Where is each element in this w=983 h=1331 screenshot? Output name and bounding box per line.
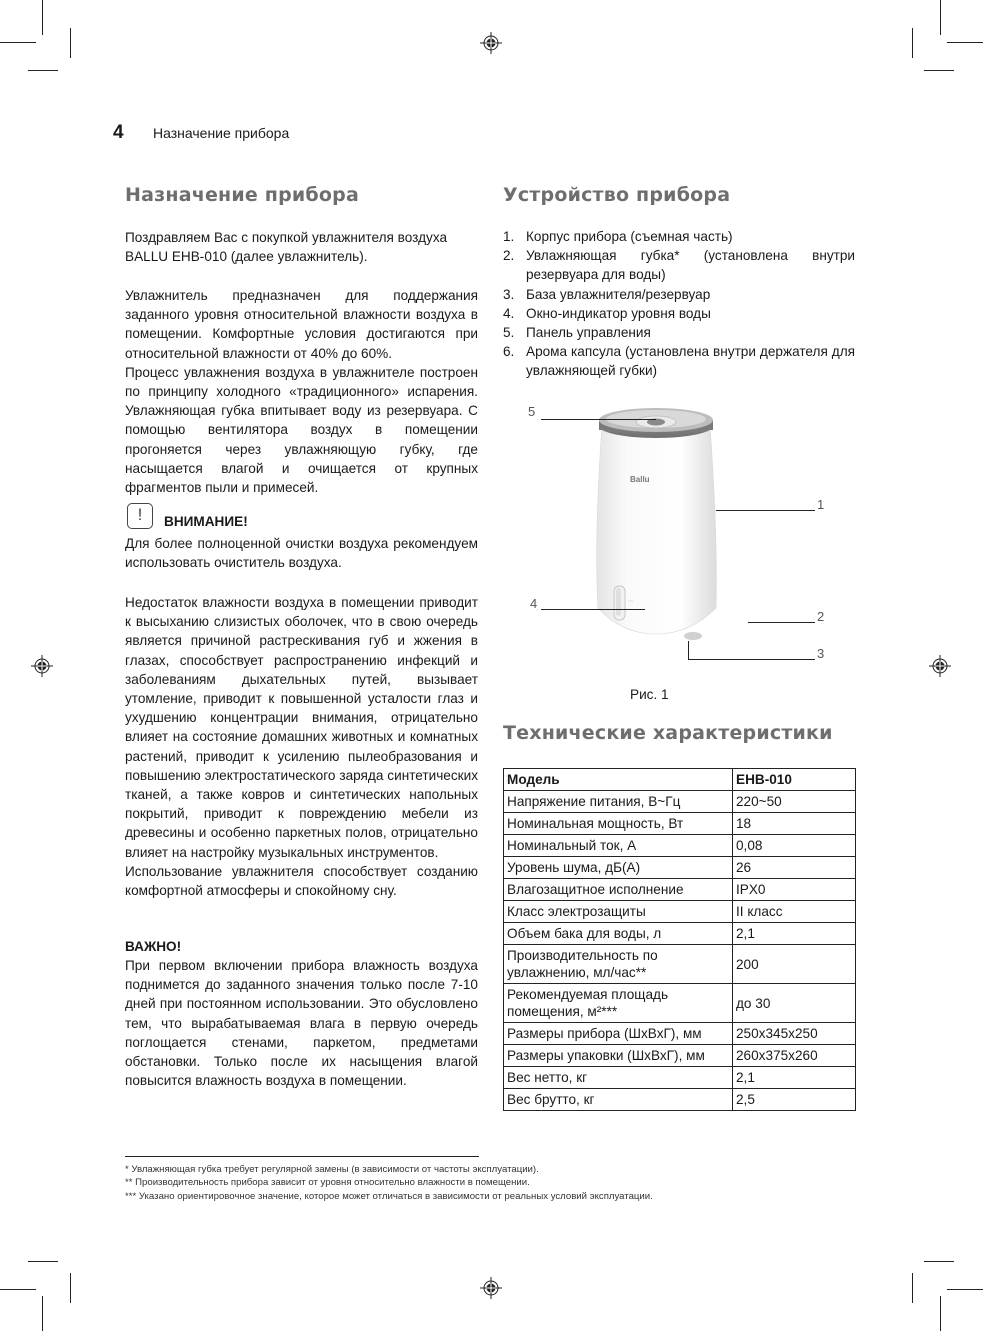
table-row: Размеры упаковки (ШхВхГ), мм 260x375x260 xyxy=(504,1045,856,1067)
registration-mark-icon xyxy=(480,1277,502,1299)
purpose-heading: Назначение прибора xyxy=(125,184,359,206)
table-row: Номинальная мощность, Вт 18 xyxy=(504,813,856,835)
brand-logo: Ballu xyxy=(630,475,650,484)
table-row: Номинальный ток, А 0,08 xyxy=(504,835,856,857)
intro-paragraph: Поздравляем Вас с покупкой увлажнителя воздуха BALLU EHB-010 (далее увлажнитель). xyxy=(125,230,448,265)
warning-title: ВНИМАНИЕ! xyxy=(164,514,248,529)
table-header-row: Модель EHB-010 xyxy=(504,769,856,791)
footnote-2: ** Производительность прибора зависит от уровня относительно влажности в помещении. xyxy=(125,1177,530,1189)
purpose-section xyxy=(125,286,478,497)
table-row: Объем бака для воды, л 2,1 xyxy=(504,923,856,945)
list-item: 1. Корпус прибора (съемная часть) xyxy=(503,229,733,244)
list-item: 3. База увлажнителя/резервуар xyxy=(503,286,711,302)
list-item: 6. Арома капсула (установлена внутри держателя для увлажняющей губки) xyxy=(503,344,855,379)
purpose-paragraph-2: Процесс увлажнения воздуха в увлажнителе построен по принципу холодного «традиционного» испарения. Увлажняющая губка впитывает воду из резервуара. С помощью вентилятора воздух в помещении прогоняется через увлажняющую губку, где насыщается влагой и очищается от крупных фрагментов пыли и примесей. xyxy=(125,364,478,496)
humidifier-illustration xyxy=(590,398,730,648)
registration-mark-icon xyxy=(31,655,53,677)
important-title: ВАЖНО! xyxy=(125,939,182,954)
purpose-paragraph-1: Увлажнитель предназначен для поддержания заданного уровня относительной влажности воздуха в помещении. Комфортные условия достигаются при относительной влажности от 40% до 60%. xyxy=(125,288,478,361)
table-row: Производительность по увлажнению, мл/час** 200 xyxy=(504,945,856,984)
table-row: Влагозащитное исполнение IPX0 xyxy=(504,879,856,901)
callout-3: 3 xyxy=(817,646,825,661)
list-item: 2. Увлажняющая губка* (установлена внутри резервуара для воды) xyxy=(503,248,855,283)
callout-4: 4 xyxy=(530,596,538,611)
running-title: Назначение прибора xyxy=(153,125,290,141)
callout-2: 2 xyxy=(817,609,825,624)
health-section xyxy=(125,593,478,900)
health-paragraph: Недостаток влажности воздуха в помещении приводит к высыханию слизистых оболочек, что в свою очередь является причиной растрескивания губ и жжения в глазах, способствует распространению инфекций и заболеваниям дыхательных путей, вызывает утомление, приводит к повышенной усталости глаз и ухудшению концентрации внимания, отрицательно влияет на состояние домашних животных и комнатных растений, приводит к усилению пылеобразования и повышению электростатического заряда синтетических тканей, а также ковров и синтетических напольных покрытий, приводит к повреждению мебели из древесины и особенно паркетных полов, отрицательно влияет на настройку музыкальных инструментов. xyxy=(125,595,478,860)
footnote-divider xyxy=(125,1156,479,1157)
table-row: Уровень шума, дБ(А) 26 xyxy=(504,857,856,879)
table-row: Напряжение питания, В~Гц 220~50 xyxy=(504,791,856,813)
specs-heading: Технические характеристики xyxy=(503,722,833,744)
page-number: 4 xyxy=(113,122,124,143)
list-item: 4. Окно-индикатор уровня воды xyxy=(503,305,711,321)
comfort-paragraph: Использование увлажнителя способствует созданию комфортной атмосферы и спокойному сну. xyxy=(125,863,478,899)
specs-table xyxy=(503,768,856,1111)
table-row: Вес нетто, кг 2,1 xyxy=(504,1067,856,1089)
registration-mark-icon xyxy=(480,32,502,54)
table-row: Размеры прибора (ШхВхГ), мм 250x345x250 xyxy=(504,1023,856,1045)
list-item: 5. Панель управления xyxy=(503,325,651,341)
warning-text: Для более полноценной очистки воздуха рекомендуем использовать очиститель воздуха. xyxy=(125,536,478,571)
footnote-3: *** Указано ориентировочное значение, которое может отличаться в зависимости от реальных условий эксплуатации. xyxy=(125,1190,653,1202)
exclamation-box-icon: ! xyxy=(127,503,153,529)
table-row: Класс электрозащиты II класс xyxy=(504,901,856,923)
important-text: При первом включении прибора влажность воздуха поднимется до заданного значения только после 7-10 дней при постоянном использовании. Это обусловлено тем, что вырабатываемая влага в первую очередь поглощается стенами, паркетом, предметами обстановки. Только после их насыщения влагой повысится влажность воздуха в помещении. xyxy=(125,958,478,1089)
callout-5: 5 xyxy=(528,404,536,419)
callout-1: 1 xyxy=(817,497,825,512)
figure-caption: Рис. 1 xyxy=(630,687,669,702)
footnotes xyxy=(125,1163,653,1203)
device-heading: Устройство прибора xyxy=(503,184,731,206)
footnote-1: * Увлажняющая губка требует регулярной замены (в зависимости от частоты эксплуатации). xyxy=(125,1164,539,1175)
table-row: Рекомендуемая площадь помещения, м²*** до 30 xyxy=(504,984,856,1023)
registration-mark-icon xyxy=(929,655,951,677)
table-row: Вес брутто, кг 2,5 xyxy=(504,1089,856,1111)
device-parts-list xyxy=(503,227,855,381)
